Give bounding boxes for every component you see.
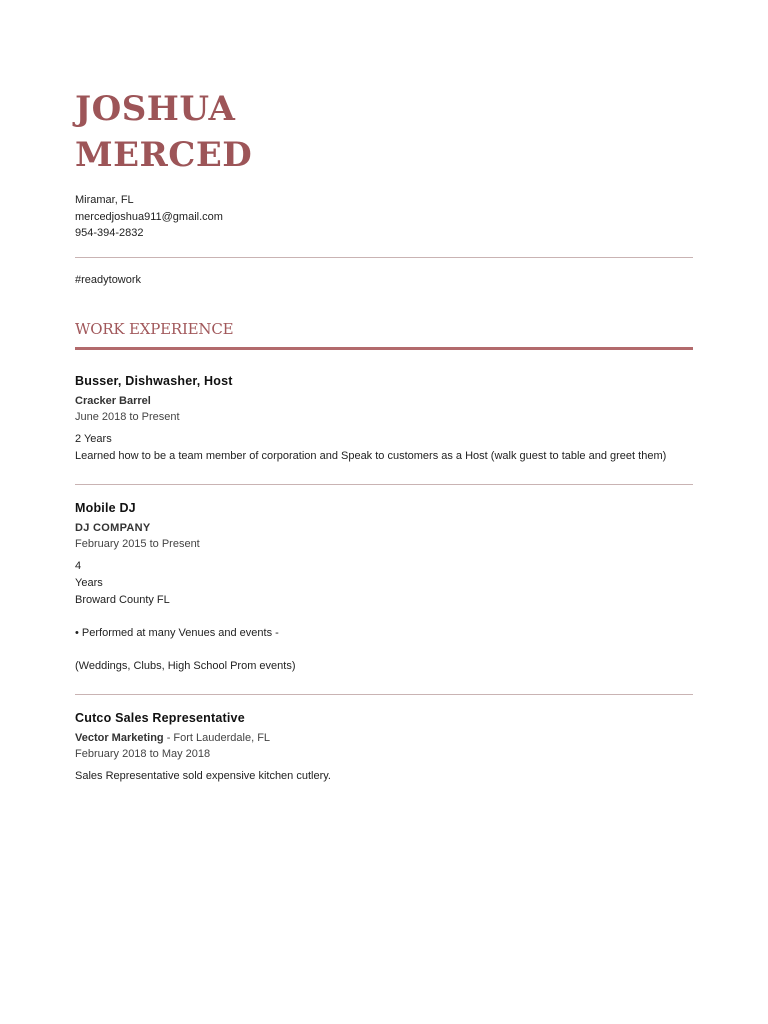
section-title-work-experience: WORK EXPERIENCE (75, 320, 234, 338)
job-dates: February 2018 to May 2018 (75, 748, 211, 760)
job-detail-line: (Weddings, Clubs, High School Prom events) (75, 660, 296, 672)
job-company-line (75, 730, 695, 746)
job-location: - Fort Lauderdale, FL (163, 732, 271, 744)
contact-email: mercedjoshua911@gmail.com (75, 210, 223, 223)
job-detail-line: 4 (75, 560, 82, 572)
job-entry-2 (75, 501, 695, 675)
job-title: Busser, Dishwasher, Host (75, 374, 233, 388)
job-divider (75, 484, 693, 485)
job-detail-line: Years (75, 577, 103, 589)
job-detail-line: • Performed at many Venues and events - (75, 627, 279, 639)
job-title: Mobile DJ (75, 501, 136, 515)
job-company: Vector Marketing (75, 732, 164, 744)
job-entry-3 (75, 711, 695, 785)
contact-phone: 954-394-2832 (75, 227, 144, 239)
summary-text: #readytowork (75, 274, 142, 286)
job-title: Cutco Sales Representative (75, 711, 245, 725)
job-detail-line: Sales Representative sold expensive kitchen cutlery. (75, 770, 331, 782)
job-dates: June 2018 to Present (75, 411, 180, 423)
contact-location: Miramar, FL (75, 194, 134, 206)
name-last: MERCED (75, 135, 253, 175)
job-detail-line: Learned how to be a team member of corporation and Speak to customers as a Host (walk guest to table and greet them) (75, 450, 667, 462)
header-divider (75, 257, 693, 258)
job-dates: February 2015 to Present (75, 538, 200, 550)
section-rule (75, 347, 693, 350)
job-company: DJ COMPANY (75, 522, 151, 534)
job-entry-1 (75, 374, 695, 465)
candidate-name (75, 86, 252, 178)
contact-block (75, 192, 223, 242)
job-detail-line: 2 Years (75, 433, 112, 445)
job-divider (75, 694, 693, 695)
job-detail-line: Broward County FL (75, 594, 170, 606)
name-first: JOSHUA (75, 89, 236, 129)
job-company: Cracker Barrel (75, 395, 151, 407)
